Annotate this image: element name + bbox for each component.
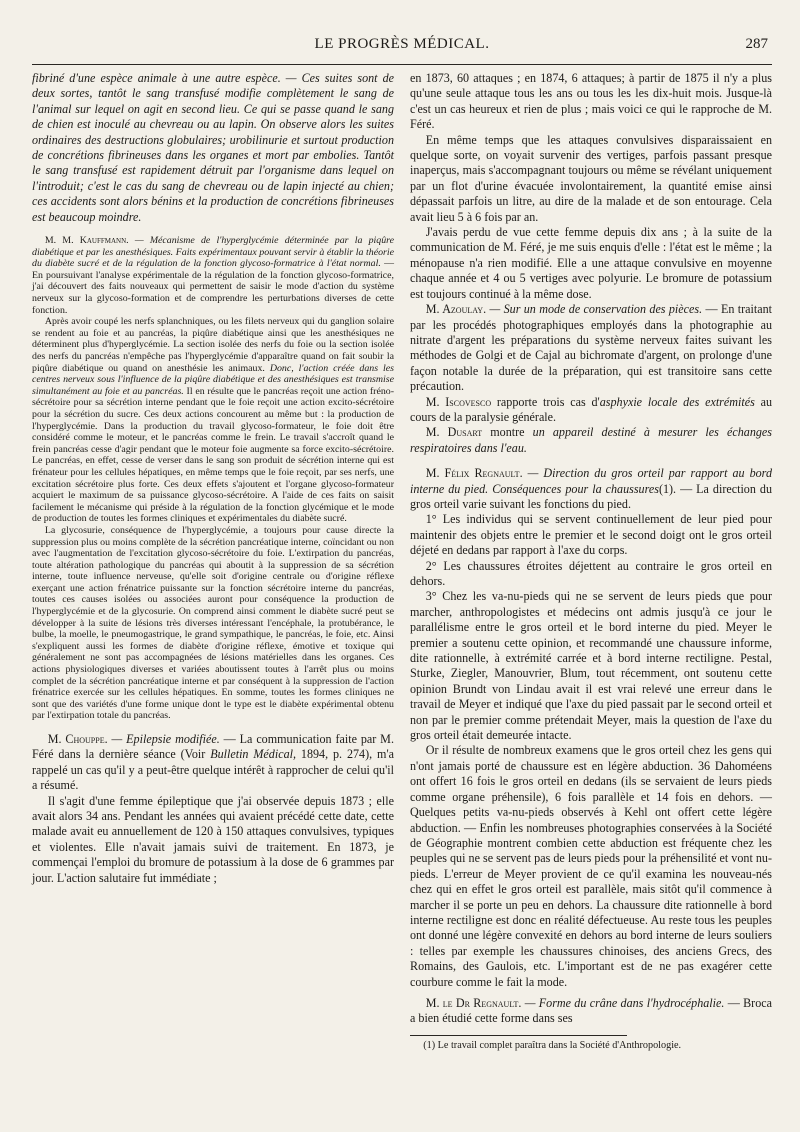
entry-title: — Mécanisme de l'hyperglycémie déterminée par la piqûre diabétique et par les anesthésiques. Faits expérimentaux pouvant servir à établir la théorie du diabète sucré et de la régulation de la fonction glycoso-formatrice à l'état normal. — [32, 235, 395, 270]
azoulay-entry — [410, 302, 772, 394]
regnault-entry — [410, 466, 772, 512]
regnault-item-3: 3° Chez les va-nu-pieds qui ne se servent de leurs pieds que pour marcher, anthropologistes et médecins ont admis jusqu'à ce jour le parallélisme entre le gros orteil et le bord interne du pied. Meyer le premier a soutenu cette opinion, et recommandé une chaussure informe, dite rationnelle, à extrémité carrée et à bord interne rectiligne. Pestal, Sturke, Ziegler, Manouvrier, Blum, tout récemment, ont soutenu cette opinion Brundt von Lindau avait il est vrai relevé une erreur dans le travail de Meyer et indiqué que l'axe du pied passait par le second orteil et non par le premier comme prétendait Meyer, mais la question de l'axe du gros orteil était demeurée intacte. — [410, 589, 772, 743]
regnault-item-4: Or il résulte de nombreux examens que le gros orteil chez les gens qui n'ont jamais porté de chaussure est en légère abduction. 36 Dahoméens ont offert 16 fois le gros orteil en dedans (ils se servaient de leurs pieds comme organe préhensile), 6 fois parallèle et 14 fois en dehors. — Quelques petits va-nu-pieds observés à Kehl ont offert cette légère abduction. — Enfin les nombreuses photographies conservées à la Société de Géographie montrent combien cette abduction est fréquente chez les peuples qui ne se servent pas de leurs pieds pour la préhensilité et vont nu-pieds. L'erreur de Meyer provient de ce qu'il examina les nouveau-nés chez qui en effet le gros orteil est parallèle, mais sitôt qu'il commence à marcher il se porte un peu en dehors. La chaussure dite rationnelle à bord interne rectiligne est donc en réalité défectueuse. Au reste tous les peuples ont donné une légère convexité en dehors au bord interne de leurs souliers : telles par exemple les chaussures chinoises, des anciens Grecs, des Romains, des Gaulois, etc. L'important est de ne pas exagérer cette courbure comme le fait la mode. — [410, 743, 772, 989]
chouppe-entry — [32, 732, 394, 794]
entry-title: — Direction du gros orteil par rapport au bord interne du pied. Conséquences pour la chaussures — [410, 466, 772, 496]
paragraph-vertiges: En même temps que les attaques convulsives disparaissaient en quelque sorte, on voyait survenir des vertiges, parfois passant presque inaperçus, mais s'accompagnant toujours ou même se révélant uniquement par un flot d'urine évacuée involontairement, la quantité emise ainsi dépassait parfois un litre, au dire de la malade et de son entourage. Cela avait lieu 5 à 6 fois par an. — [410, 132, 772, 224]
entry-text: — Broca a bien étudié cette forme dans ses — [410, 995, 772, 1026]
regnault-item-1: 1° Les individus qui se servent continuellement de leur pied pour maintenir des objets entre le premier et le second doigt ont le gros orteil déjeté en dedans par rapport à l'axe du corps. — [410, 512, 772, 558]
kauffmann-entry — [32, 235, 394, 316]
paragraph-text: Il en résulte que le pancréas reçoit une action fréno-sécrétoire pour sa sécrétion interne pendant que le foie reçoit une action excito-sécrétoire pour la sécrétion du sucre. Ces deux actions concourent au même but : la production de l'hyperglycémie. Dans la production du travail glycoso-formateur, le foie doit être considéré comme le moteur, et le pancréas comme le frein. Le travail s'accroît quand le frein pancréas cesse d'agir pendant que le moteur foie augmente sa force excito-sécrétoire. Le pancréas, en effet, cesse de verser dans le sang son produit de sécrétion interne qui est frénateur pour les cellules hépatiques, en même temps que le foie reçoit, par ses nerfs, une excitation sécrétoire plus forte. Ces deux effets s'ajoutent et l'organe glycoso-formateur acquiert le maximum de sa puissance glycoso-sécrétoire. A l'aide de ces faits on saisit facilement le mécanisme qui préside à la régulation de la fonction glycémique et le mode de production de toutes les formes cliniques et expérimentales du diabète sucré. — [32, 385, 395, 525]
entry-title: — Forme du crâne dans l'hydrocéphalie. — [524, 995, 725, 1010]
regnault-hydrocephalie-entry — [410, 996, 772, 1027]
paragraph-followup: J'avais perdu de vue cette femme depuis dix ans ; à la suite de la communication de M. Féré, je me suis enquis d'elle : l'état est le même ; la ménopause n'a rien modifié. Elle a une attaque convulsive en moyenne chaque année et 4 ou 5 vertiges avec polyurie. Le bromure de potassium est toujours continué à la même dose. — [410, 225, 772, 301]
dusart-entry — [410, 425, 772, 456]
author-name: M. Félix Regnault. — [425, 466, 523, 481]
paragraph-text: Après avoir coupé les nerfs splanchniques, ou les filets nerveux qui du ganglion solaire se rendent au foie et au pancréas, la piqûre diabétique ainsi que les anesthésiques ne déterminent plus d'hyperglycémie. La section isolée des nerfs du foie ou la section isolée des nerfs du pancréas n'empêche pas l'hyperglycémie d'apparaître quand on fait soubir la piqûre diabétique ou quand on anesthésie les animaux. — [32, 316, 394, 374]
entry-title: — Sur un mode de conservation des pièces. — [489, 302, 703, 317]
author-name: M. Chouppe. — [47, 732, 108, 746]
header-rule — [32, 64, 772, 65]
footnote: (1) Le travail complet paraîtra dans la Société d'Anthropologie. — [423, 1039, 682, 1051]
author-name: M. Dusart — [425, 425, 483, 440]
footnote-rule — [410, 1035, 627, 1036]
entry-text: — En poursuivant l'analyse expérimentale de la régulation de la fonction glycoso-formatrice, j'ai découvert des faits nouveaux qui permettent de saisir le mode d'action du système nerveux sur la glycoso-formation et de comprendre les perturbations diverses de cette fonction. — [32, 258, 395, 316]
entry-text: — La direction du gros orteil varie suivant les fonctions du pied. — [410, 481, 772, 511]
two-column-body — [32, 71, 772, 1052]
chouppe-paragraph-2: Il s'agit d'une femme épileptique que j'ai observée depuis 1873 ; elle avait alors 34 ans. Pendant les années qui avaient précédé cette date, cette malade avait eu annuellement de 120 à 150 attaques convulsives, typiques et violentes. Elle n'avait jamais suivi de traitement. En 1873, je commençai l'emploi du bromure de potassium à la dose de 6 grammes par jour. L'action salutaire fut immédiate ; — [32, 793, 394, 885]
page-header — [32, 36, 772, 58]
paragraph-continued: en 1873, 60 attaques ; en 1874, 6 attaques; à partir de 1875 il n'y a plus qu'une seule attaque tous les ans ou tous les les dix-huit mois. Jusque-là c'est un cas heureux et rien de plus ; mais voici ce qui le rapproche de M. Féré. — [410, 71, 772, 132]
entry-text: rapporte trois cas d' — [496, 394, 600, 409]
author-name: M. Iscovesco — [425, 394, 492, 409]
regnault-item-2: 2° Les chaussures étroites déjettent au contraire le gros orteil en dehors. — [410, 558, 772, 588]
paragraph-text: fibriné d'une espèce animale à une autre espèce. — Ces suites sont de deux sortes, tantôt le sang transfusé modifie complètement le sang de l'animal sur lequel on agit en second lieu. Ce qui se passe quand le sang de chien est inoculé au chevreau ou au lapin. On observe alors les suites ordinaires des destructions globulaires; urobilinurie et surtout production de concrétions fibrineuses dans les organes et mort par embolies. Tantôt le sang transfusé est rapidement détruit par l'organisme dans lequel on l'introduit; c'est le cas du sang de chevreau ou de lapin injecté au chien; ces accidents sont alors bénins et la production de concrétions fibrineuses est beaucoup moindre. — [32, 71, 394, 224]
footnote-marker: (1). — [658, 481, 677, 496]
kauffmann-paragraph-2 — [32, 316, 394, 525]
left-column — [32, 71, 394, 1052]
page-number: 287 — [745, 36, 768, 52]
entry-text: — En traitant par les procédés photographiques employés dans la photographie au nitrate d'argent les préparations du système nerveux faites suivant les méthodes de Golgi et de Cajal au bichromate d'argent, on prolonge d'une façon notable la durée de la préparation, qui est transitoire sans cette précaution. — [410, 302, 773, 394]
entry-title: asphyxie locale des extrémités — [599, 394, 755, 409]
author-name: M. Azoulay. — [425, 302, 487, 317]
journal-title: LE PROGRÈS MÉDICAL. — [314, 36, 490, 52]
author-name: M. le Dr Regnault. — [425, 995, 522, 1010]
entry-text: montre — [490, 425, 525, 440]
right-column — [410, 71, 772, 1052]
kauffmann-paragraph-3: La glycosurie, conséquence de l'hyperglycémie, a toujours pour cause directe la suppression plus ou moins complète de la sécrétion pancréatique interne, coïncidant ou non avec l'augmentation de l'excitation glycoso-sécrétoire du foie. L'extirpation du pancréas, toute altération pathologique du pancréas qui aboutit à la suppression de sa sécrétion interne, toute influence nerveuse, qu'elle soit d'origine centrale ou d'origine réflexe exerçant une action frénatrice puissante sur la fonction sécrétoire interne du pancréas, toutes ces causes isolées ou associées auront pour conséquence la production de l'hyperglycémie et de la glycosurie. On comprend ainsi comment le diabète sucré peut se développer à la suite de lésions très diverses intéressant l'encéphale, la protubérance, le bulbe, la moelle, le pneumogastrique, le grand sympathique, le pancréas, le foie, etc. Ainsi s'expliquent aussi les formes de diabète d'origine réflexe, émotive et toxique qui généralement ne sont pas accompagnées de lésions matérielles dans les organes. Ces actions physiologiques diverses et variées aboutissent toutes à l'arrêt plus ou moins complet de la sécrétion pancréatique interne et par conséquent à la suppression de l'action frénatrice exercée sur les cellules hépatiques. En somme, toutes les formes cliniques ne sont que des variétés d'une forme unique dont le type est le diabète expérimental obtenu par l'extirpation totale du pancréas. — [32, 524, 394, 722]
paragraph-transfusion — [32, 71, 394, 225]
entry-text: — La communication faite par M. Féré dans la dernière séance (Voir — [32, 732, 394, 762]
emphasis-text: Donc, l'action créée dans les centres nerveux sous l'influence de la piqûre diabétique et des anesthésiques est transmise simultanément au foie et au pancréas. — [32, 362, 395, 397]
entry-title: un appareil destiné à mesurer les échanges respiratoires dans l'eau. — [410, 425, 772, 455]
entry-text: au cours de la paralysie générale. — [410, 394, 772, 424]
bulletin-reference: Bulletin Médical, — [210, 747, 297, 762]
entry-title: — Epilepsie modifiée. — [111, 732, 220, 746]
entry-text: 1894, p. 274), m'a rappelé un cas qu'il y a peut-être quelque intérêt à rapprocher de celui qu'il a résumé. — [32, 747, 394, 793]
author-name: M. M. Kauffmann. — [44, 235, 129, 247]
iscovesco-entry — [410, 395, 772, 426]
